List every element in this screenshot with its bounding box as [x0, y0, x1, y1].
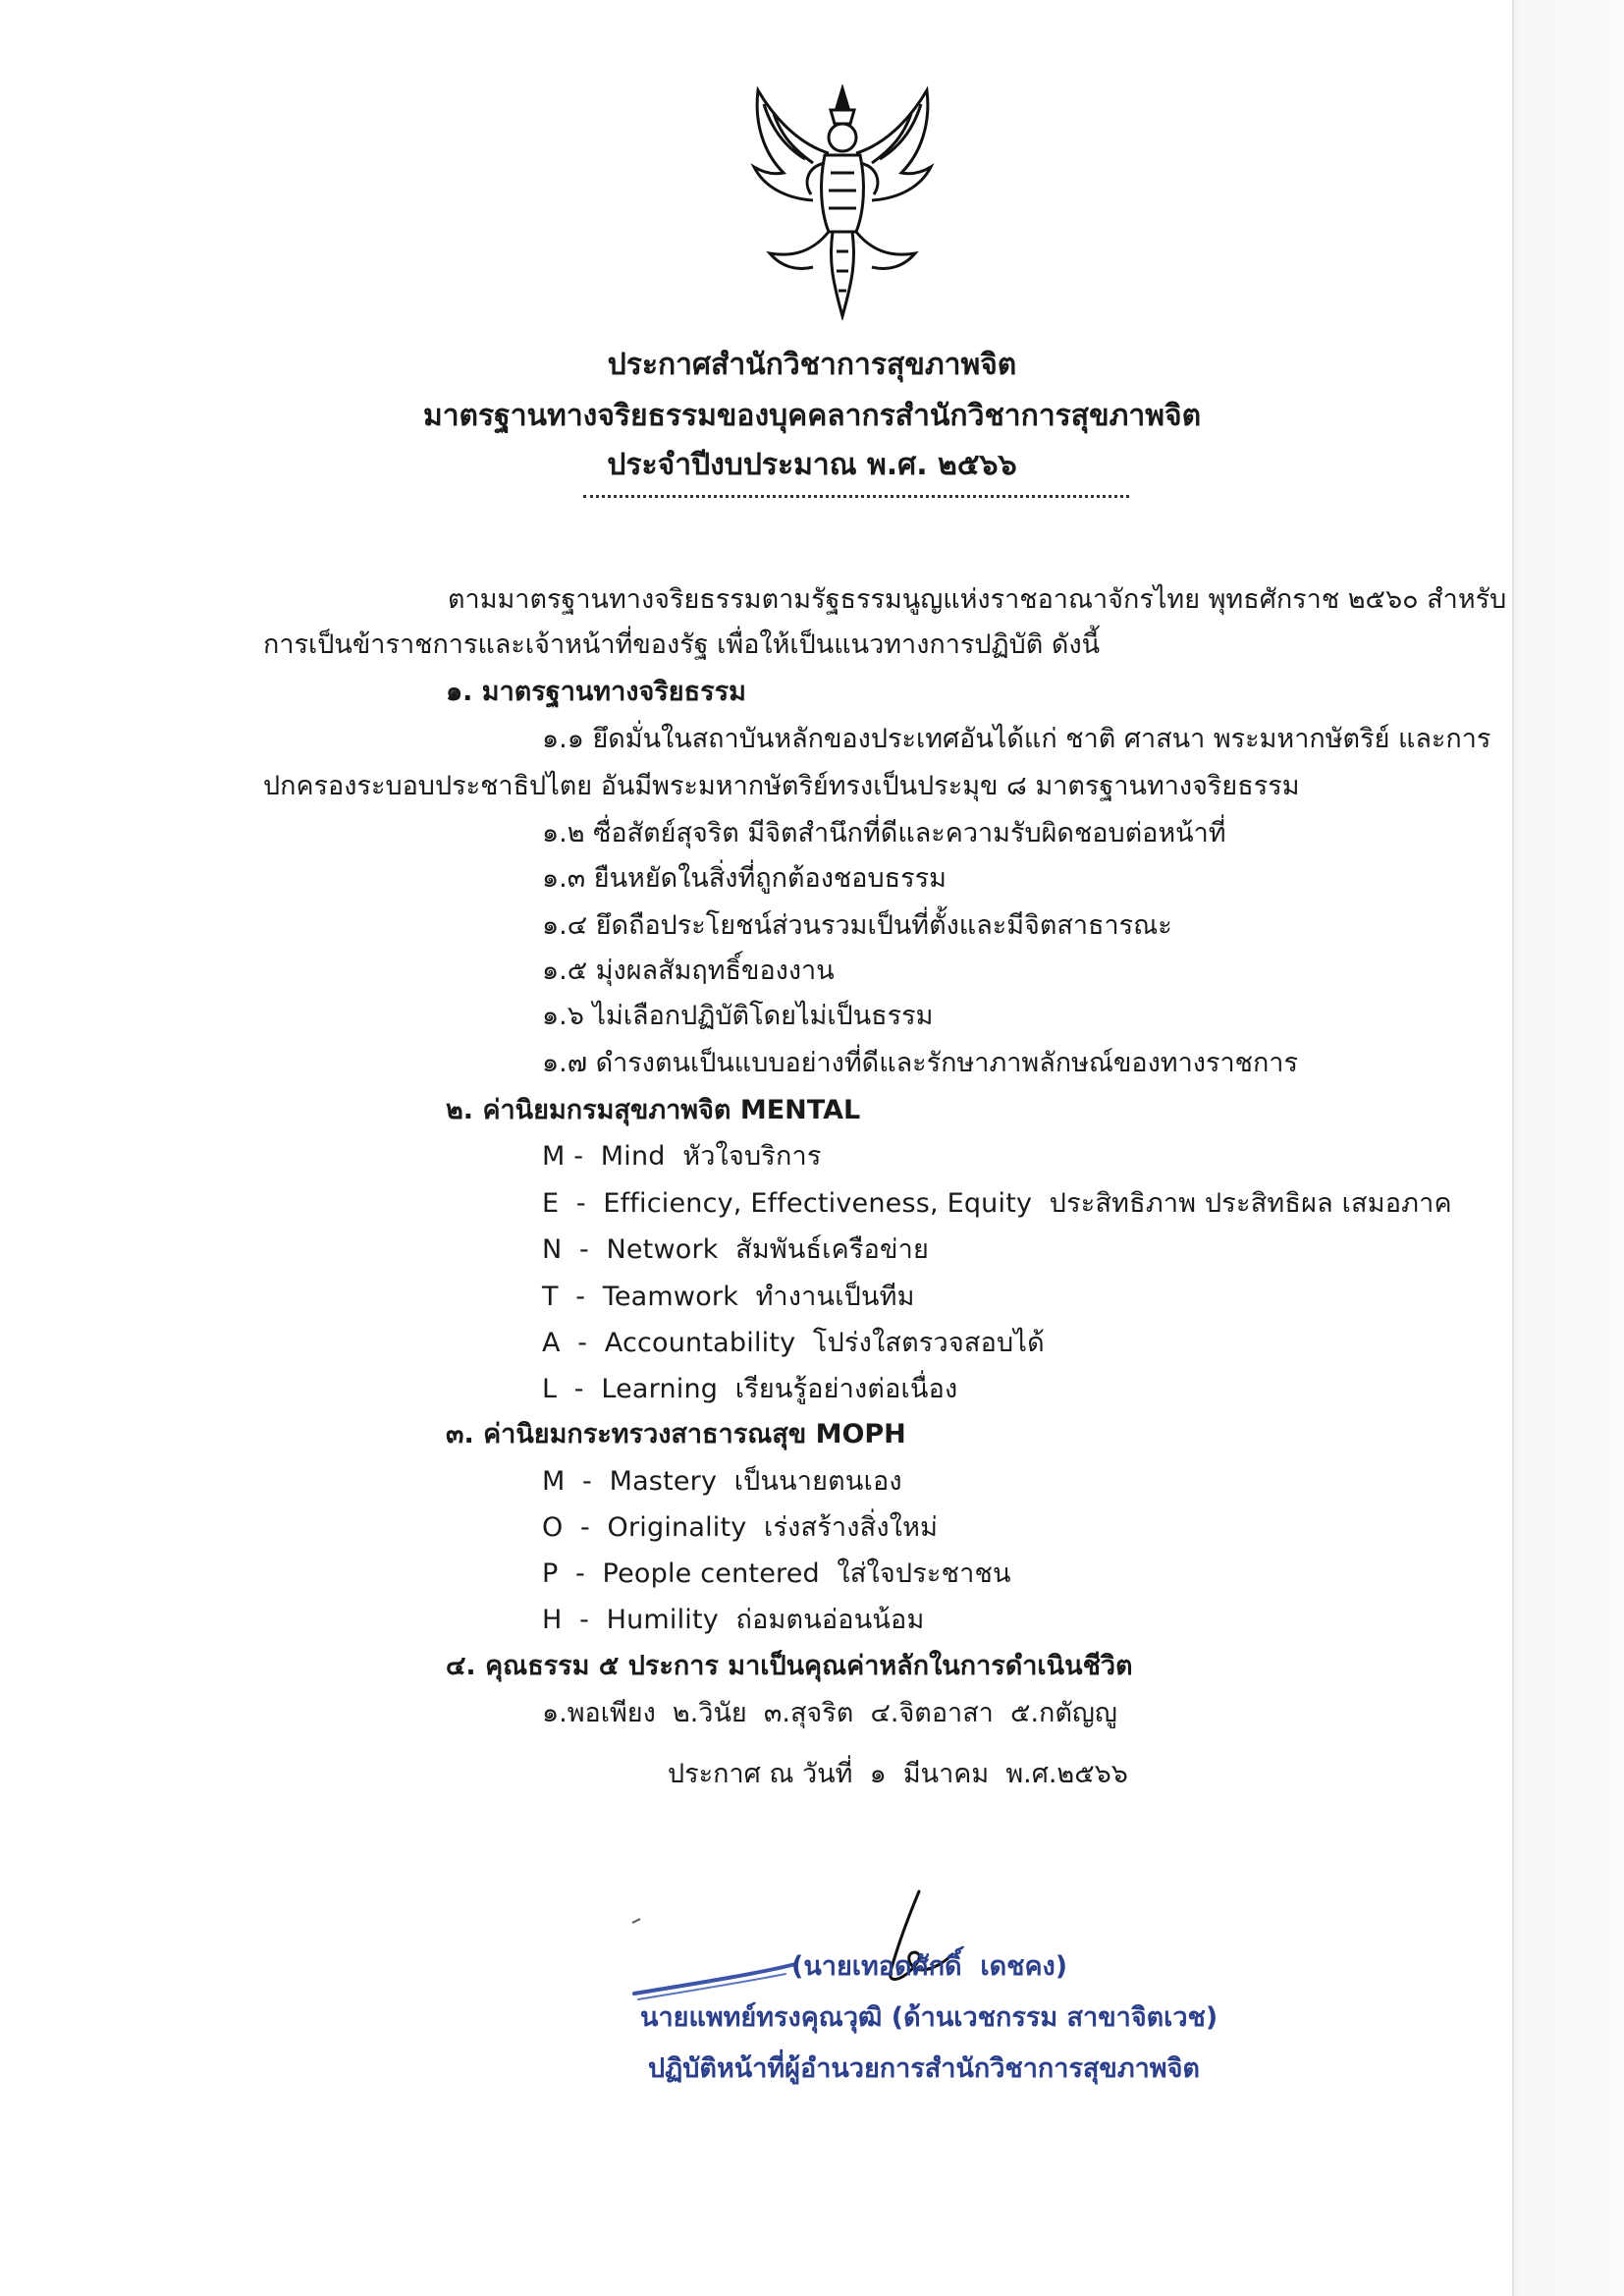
section-2-item: A - Accountability โปร่งใสตรวจสอบได้	[542, 1328, 1045, 1358]
announcement-fiscal-year: ประจำปีงบประมาณ พ.ศ. ๒๕๖๖	[607, 448, 1017, 482]
section-1-heading: ๑. มาตรฐานทางจริยธรรม	[446, 677, 746, 707]
intro-line-2: การเป็นข้าราชการและเจ้าหน้าที่ของรัฐ เพื่อให้เป็นแนวทางการปฏิบัติ ดังนี้	[263, 629, 1101, 660]
section-3-item: M - Mastery เป็นนายตนเอง	[542, 1466, 902, 1497]
section-2-item: N - Network สัมพันธ์เครือข่าย	[542, 1234, 930, 1265]
section-1-item: ปกครองระบอบประชาธิปไตย อันมีพระมหากษัตริย์ทรงเป็นประมุข ๘ มาตรฐานทางจริยธรรม	[263, 771, 1300, 801]
handwritten-signature	[628, 1866, 1001, 2013]
announcement-date: ประกาศ ณ วันที่ ๑ มีนาคม พ.ศ.๒๕๖๖	[668, 1759, 1128, 1789]
section-3-heading: ๓. ค่านิยมกระทรวงสาธารณสุข MOPH	[446, 1419, 906, 1449]
section-4-heading: ๔. คุณธรรม ๕ ประการ มาเป็นคุณค่าหลักในการดำเนินชีวิต	[446, 1651, 1133, 1681]
section-2-item: M - Mind หัวใจบริการ	[542, 1141, 822, 1172]
section-1-item: ๑.๖ ไม่เลือกปฏิบัติโดยไม่เป็นธรรม	[542, 1001, 934, 1031]
section-1-item: ๑.๓ ยืนหยัดในสิ่งที่ถูกต้องชอบธรรม	[542, 863, 947, 894]
signatory-position: นายแพทย์ทรงคุณวุฒิ (ด้านเวชกรรม สาขาจิตเวช)	[640, 2002, 1218, 2033]
garuda-emblem-icon	[734, 84, 950, 320]
section-2-heading: ๒. ค่านิยมกรมสุขภาพจิต MENTAL	[446, 1095, 861, 1125]
announcement-title: ประกาศสำนักวิชาการสุขภาพจิต	[607, 348, 1017, 382]
section-1-item: ๑.๗ ดำรงตนเป็นแบบอย่างที่ดีและรักษาภาพลักษณ์ของทางราชการ	[542, 1048, 1298, 1078]
announcement-subtitle: มาตรฐานทางจริยธรรมของบุคคลากรสำนักวิชาการสุขภาพจิต	[422, 399, 1202, 433]
intro-line-1: ตามมาตรฐานทางจริยธรรมตามรัฐธรรมนูญแห่งราชอาณาจักรไทย พุทธศักราช ๒๕๖๐ สำหรับ	[448, 584, 1507, 615]
section-1-item: ๑.๑ ยึดมั่นในสถาบันหลักของประเทศอันได้แก่ ชาติ ศาสนา พระมหากษัตริย์ และการ	[542, 724, 1491, 754]
section-3-item: H - Humility ถ่อมตนอ่อนน้อม	[542, 1605, 925, 1635]
section-4-virtues: ๑.พอเพียง ๒.วินัย ๓.สุจริต ๔.จิตอาสา ๕.กตัญญู	[542, 1698, 1117, 1728]
section-1-item: ๑.๒ ซื่อสัตย์สุจริต มีจิตสำนึกที่ดีและความรับผิดชอบต่อหน้าที่	[542, 818, 1226, 848]
section-3-item: O - Originality เร่งสร้างสิ่งใหม่	[542, 1512, 939, 1543]
signatory-name: (นายเทอดศักดิ์ เดชคง)	[791, 1951, 1068, 1982]
section-3-item: P - People centered ใส่ใจประชาชน	[542, 1558, 1011, 1589]
section-2-item: E - Efficiency, Effectiveness, Equity ประสิทธิภาพ ประสิทธิผล เสมอภาค	[542, 1188, 1452, 1219]
dotted-divider	[583, 495, 1129, 498]
section-1-item: ๑.๔ ยึดถือประโยชน์ส่วนรวมเป็นที่ตั้งและมีจิตสาธารณะ	[542, 910, 1172, 941]
section-1-item: ๑.๕ มุ่งผลสัมฤทธิ์ของงาน	[542, 956, 835, 986]
section-2-item: L - Learning เรียนรู้อย่างต่อเนื่อง	[542, 1374, 958, 1404]
signatory-acting-position: ปฏิบัติหน้าที่ผู้อำนวยการสำนักวิชาการสุขภาพจิต	[648, 2053, 1200, 2084]
section-2-item: T - Teamwork ทำงานเป็นทีม	[542, 1282, 915, 1312]
